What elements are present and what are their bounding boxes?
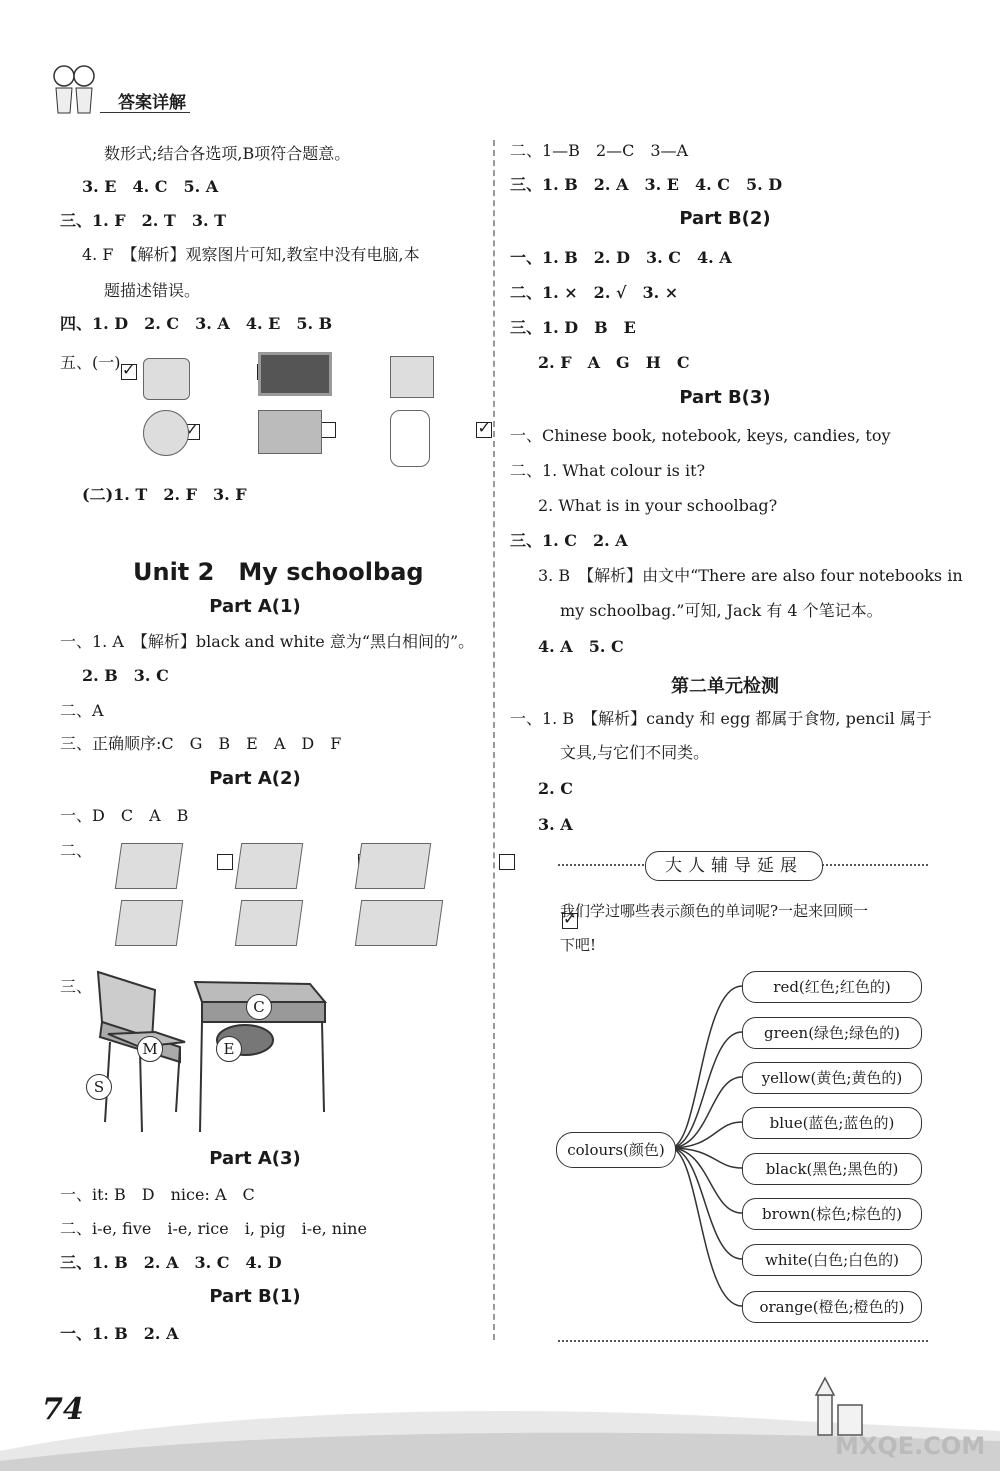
- unit-test-line: 3. A: [538, 815, 573, 834]
- chair-picture: [390, 410, 430, 467]
- part-b2-line: 2. F A G H C: [538, 353, 690, 372]
- part-b3-line: 三、1. C 2. A: [510, 531, 628, 550]
- extension-rule-bottom: [558, 1340, 928, 1342]
- label-circle-s: S: [86, 1074, 112, 1100]
- label-circle-e: E: [216, 1036, 242, 1062]
- unit-test-line: 一、1. B 【解析】candy 和 egg 都属于食物, pencil 属于: [510, 709, 932, 728]
- mindmap-branch-green: green(绿色;绿色的): [742, 1017, 922, 1049]
- computer-picture: [258, 410, 322, 454]
- unit-test-line: 2. C: [538, 779, 574, 798]
- header-title: 答案详解: [118, 93, 186, 113]
- trash-bin-picture: [143, 358, 190, 400]
- mindmap-center: colours(颜色): [556, 1132, 676, 1168]
- label-circle-m: M: [137, 1036, 163, 1062]
- part-b2-line: 三、1. D B E: [510, 318, 636, 337]
- left-line-3: 三、1. F 2. T 3. T: [60, 211, 226, 230]
- part-b3-line: 3. B 【解析】由文中“There are also four notebooks in: [538, 566, 963, 585]
- unit-test-line: 文具,与它们不同类。: [560, 743, 710, 762]
- part-b3-line: 二、1. What colour is it?: [510, 461, 706, 480]
- part-b1-heading: Part B(1): [209, 1286, 301, 1307]
- part-a2-heading: Part A(2): [209, 768, 301, 789]
- unit-test-heading: 第二单元检测: [671, 676, 779, 697]
- book-picture: [115, 900, 183, 946]
- mindmap-branch-red: red(红色;红色的): [742, 971, 922, 1003]
- book-picture: [115, 843, 183, 889]
- left-line-1: 数形式;结合各选项,B项符合题意。: [104, 144, 351, 163]
- blackboard-picture: [258, 352, 332, 396]
- header-rule: [100, 112, 190, 113]
- unit-title: Unit 2 My schoolbag: [133, 558, 424, 586]
- fan-picture: [143, 410, 189, 456]
- part-a1-line: 二、A: [60, 701, 104, 720]
- mindmap-branch-white: white(白色;白色的): [742, 1244, 922, 1276]
- part-a2-line: 三、: [60, 977, 93, 996]
- book-picture: [235, 900, 303, 946]
- watermark: MXQE.COM: [835, 1432, 986, 1460]
- part-b2-heading: Part B(2): [679, 208, 771, 229]
- book-picture: [355, 843, 431, 889]
- checkbox: [217, 854, 233, 870]
- mindmap-branch-orange: orange(橙色;橙色的): [742, 1291, 922, 1323]
- extension-banner: 大人辅导延展: [645, 851, 823, 881]
- label-circle-c: C: [246, 994, 272, 1020]
- right-top-line-1: 二、1—B 2—C 3—A: [510, 141, 689, 160]
- part-b1-line: 一、1. B 2. A: [60, 1324, 179, 1343]
- castle-icon: [810, 1370, 870, 1440]
- part-b3-line: 2. What is in your schoolbag?: [538, 496, 778, 515]
- left-line-4: 4. F 【解析】观察图片可知,教室中没有电脑,本: [82, 245, 420, 264]
- part-a2-line: 二、: [60, 841, 93, 860]
- extension-intro: 下吧!: [560, 936, 597, 954]
- checkbox: [499, 854, 515, 870]
- part-a1-line: 2. B 3. C: [82, 666, 169, 685]
- part-a3-heading: Part A(3): [209, 1148, 301, 1169]
- mindmap-branch-blue: blue(蓝色;蓝色的): [742, 1107, 922, 1139]
- part-b2-line: 二、1. × 2. √ 3. ×: [510, 283, 679, 302]
- part-a1-line: 一、1. A 【解析】black and white 意为“黑白相间的”。: [60, 632, 475, 651]
- book-picture: [355, 900, 443, 946]
- part-b3-line: 4. A 5. C: [538, 637, 624, 656]
- checkbox: [121, 364, 137, 380]
- part-b3-heading: Part B(3): [679, 387, 771, 408]
- part-b3-line: my schoolbag.”可知, Jack 有 4 个笔记本。: [560, 601, 883, 620]
- left-line-8: (二)1. T 2. F 3. F: [82, 485, 247, 504]
- page-number: 74: [42, 1392, 84, 1427]
- book-picture: [235, 843, 303, 889]
- part-a3-line: 三、1. B 2. A 3. C 4. D: [60, 1253, 282, 1272]
- extension-intro: 我们学过哪些表示颜色的单词呢?一起来回顾一: [560, 902, 869, 920]
- checkbox: [320, 422, 336, 438]
- teddy-picture-frame: [390, 356, 434, 398]
- left-line-5: 题描述错误。: [104, 281, 201, 300]
- column-divider: [493, 140, 495, 1340]
- part-b2-line: 一、1. B 2. D 3. C 4. A: [510, 248, 732, 267]
- part-a1-line: 三、正确顺序:C G B E A D F: [60, 734, 342, 753]
- mindmap-branch-brown: brown(棕色;棕色的): [742, 1198, 922, 1230]
- part-b3-line: 一、Chinese book, notebook, keys, candies, toy: [510, 426, 891, 445]
- part-a3-line: 二、i-e, five i-e, rice i, pig i-e, nine: [60, 1219, 367, 1238]
- part-a1-heading: Part A(1): [209, 596, 301, 617]
- chair-desk-drawing: [80, 962, 340, 1142]
- header-mascot: [44, 58, 104, 118]
- right-top-line-2: 三、1. B 2. A 3. E 4. C 5. D: [510, 175, 783, 194]
- mindmap-branch-yellow: yellow(黄色;黄色的): [742, 1062, 922, 1094]
- left-line-7: 五、(一): [60, 353, 121, 372]
- checkbox: [476, 422, 492, 438]
- part-a2-line: 一、D C A B: [60, 806, 189, 825]
- mindmap-branch-black: black(黑色;黑色的): [742, 1153, 922, 1185]
- left-line-6: 四、1. D 2. C 3. A 4. E 5. B: [60, 314, 333, 333]
- part-a3-line: 一、it: B D nice: A C: [60, 1185, 255, 1204]
- left-line-2: 3. E 4. C 5. A: [82, 177, 219, 196]
